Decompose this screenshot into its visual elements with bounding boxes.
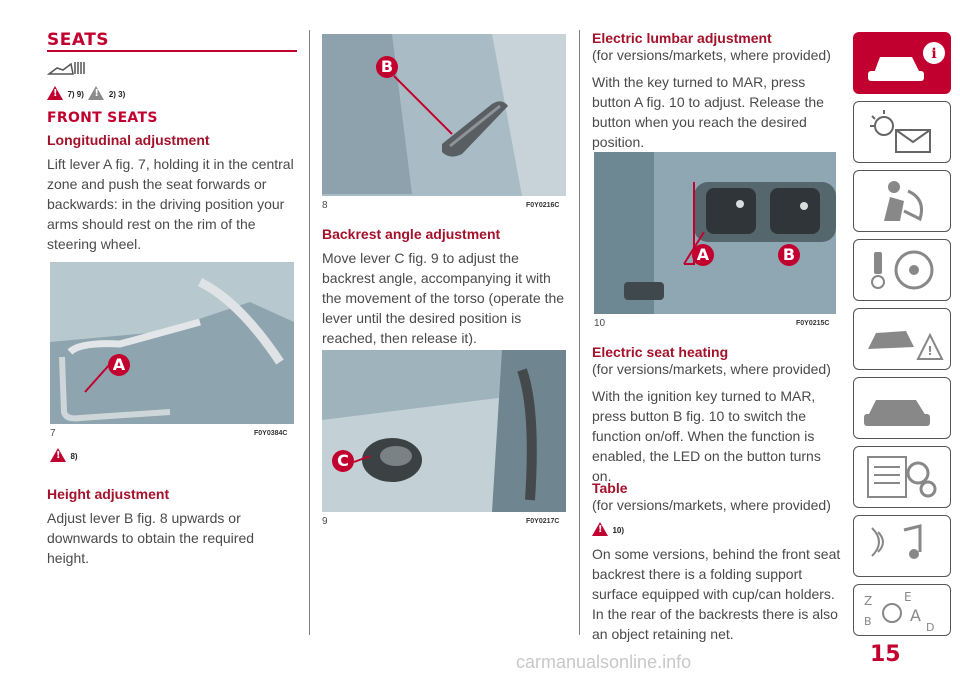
tab-starting-driving[interactable] — [853, 239, 951, 301]
figure-7-code: F0Y0384C — [254, 430, 288, 437]
column-1 — [47, 30, 299, 254]
caution-refs: 2) 3) — [108, 90, 126, 99]
safety-icon — [854, 171, 950, 231]
figure-10-number: 10 — [594, 318, 606, 329]
warning-refs-row-3 — [592, 520, 842, 538]
warning-refs: 10) — [612, 526, 625, 535]
starting-driving-icon — [854, 240, 950, 300]
svg-text:i: i — [931, 46, 937, 62]
table-text: On some versions, behind the front seat backrest there is a folding support surface equipped with cup/can holders. In the rear of the backrests there is also an object retaining net. — [592, 546, 841, 642]
callout-c: C — [332, 450, 354, 472]
warning-icon — [50, 448, 66, 462]
backrest-text: Move lever C fig. 9 to adjust the backrest angle, accompanying it with the movement of the torso (operate the lever until the desired position is reached, then release it). — [322, 250, 565, 346]
svg-text:A: A — [910, 606, 921, 625]
svg-text:E: E — [904, 590, 912, 604]
backrest-block — [322, 226, 566, 348]
svg-text:!: ! — [927, 344, 933, 358]
section-title: SEATS — [47, 30, 297, 52]
figure-8-number: 8 — [322, 200, 328, 211]
index-icon — [854, 585, 950, 635]
tab-warning-lights[interactable] — [853, 101, 951, 163]
car-info-icon — [854, 33, 950, 93]
tab-emergency[interactable] — [853, 308, 951, 370]
tab-safety[interactable] — [853, 170, 951, 232]
multimedia-icon — [854, 516, 950, 576]
table-note: (for versions/markets, where provided) — [592, 497, 831, 513]
column-divider-2 — [579, 30, 580, 635]
heating-note: (for versions/markets, where provided) — [592, 361, 831, 377]
lumbar-block — [592, 30, 842, 152]
height-block — [47, 486, 299, 568]
tab-multimedia[interactable] — [853, 515, 951, 577]
longitudinal-heading: Longitudinal adjustment — [47, 132, 210, 148]
svg-text:D: D — [926, 621, 935, 634]
technical-data-icon — [854, 447, 950, 507]
figure-10-code: F0Y0215C — [796, 320, 830, 327]
height-text: Adjust lever B fig. 8 upwards or downwards to obtain the required height. — [47, 510, 255, 566]
figure-9-code: F0Y0217C — [526, 518, 560, 525]
tab-car-info[interactable] — [853, 32, 951, 94]
tab-technical-data[interactable] — [853, 446, 951, 508]
lumbar-note: (for versions/markets, where provided) — [592, 47, 831, 63]
warning-refs: 8) — [70, 452, 78, 461]
tab-maintenance[interactable] — [853, 377, 951, 439]
warning-icon — [47, 86, 63, 100]
emergency-icon — [854, 309, 950, 369]
warning-refs-row — [47, 84, 299, 100]
figure-9-number: 9 — [322, 516, 328, 527]
table-heading: Table — [592, 480, 628, 496]
figure-7 — [50, 262, 294, 424]
figure-8-code: F0Y0216C — [526, 202, 560, 209]
warning-refs: 7) 9) — [67, 90, 84, 99]
tab-index[interactable] — [853, 584, 951, 636]
svg-text:B: B — [864, 615, 872, 628]
warning-refs-row-2 — [50, 446, 78, 464]
svg-text:Z: Z — [864, 594, 873, 608]
callout-b: B — [376, 56, 398, 78]
figure-8 — [322, 34, 566, 196]
figure-9 — [322, 350, 566, 512]
column-divider-1 — [309, 30, 310, 635]
subsection-title: FRONT SEATS — [47, 110, 158, 126]
callout-b: B — [778, 244, 800, 266]
heating-heading: Electric seat heating — [592, 344, 729, 360]
heating-text: With the ignition key turned to MAR, press button B fig. 10 to switch the function on/off. When the function is enabled, the LED on the button turns on. — [592, 388, 821, 484]
longitudinal-text: Lift lever A fig. 7, holding it in the central zone and push the seat forwards or backwards: in the driving position your arms should rest on the rim of the steering wheel. — [47, 156, 294, 252]
caution-icon — [88, 86, 104, 100]
page-number: 15 — [870, 642, 901, 667]
heating-block — [592, 344, 842, 486]
figure-7-number: 7 — [50, 428, 56, 439]
maintenance-icon — [854, 378, 950, 438]
lumbar-heading: Electric lumbar adjustment — [592, 30, 772, 46]
height-heading: Height adjustment — [47, 486, 170, 502]
lumbar-text: With the key turned to MAR, press button A fig. 10 to adjust. Release the button when you reach the desired position. — [592, 74, 824, 150]
warning-lights-icon — [854, 102, 950, 162]
seat-symbol-icon — [47, 58, 299, 78]
watermark-text: carmanualsonline.info — [516, 652, 692, 672]
callout-a: A — [692, 244, 714, 266]
callout-a: A — [108, 354, 130, 376]
backrest-heading: Backrest angle adjustment — [322, 226, 501, 242]
table-block — [592, 480, 842, 644]
figure-10 — [594, 152, 836, 314]
warning-icon — [592, 522, 608, 536]
